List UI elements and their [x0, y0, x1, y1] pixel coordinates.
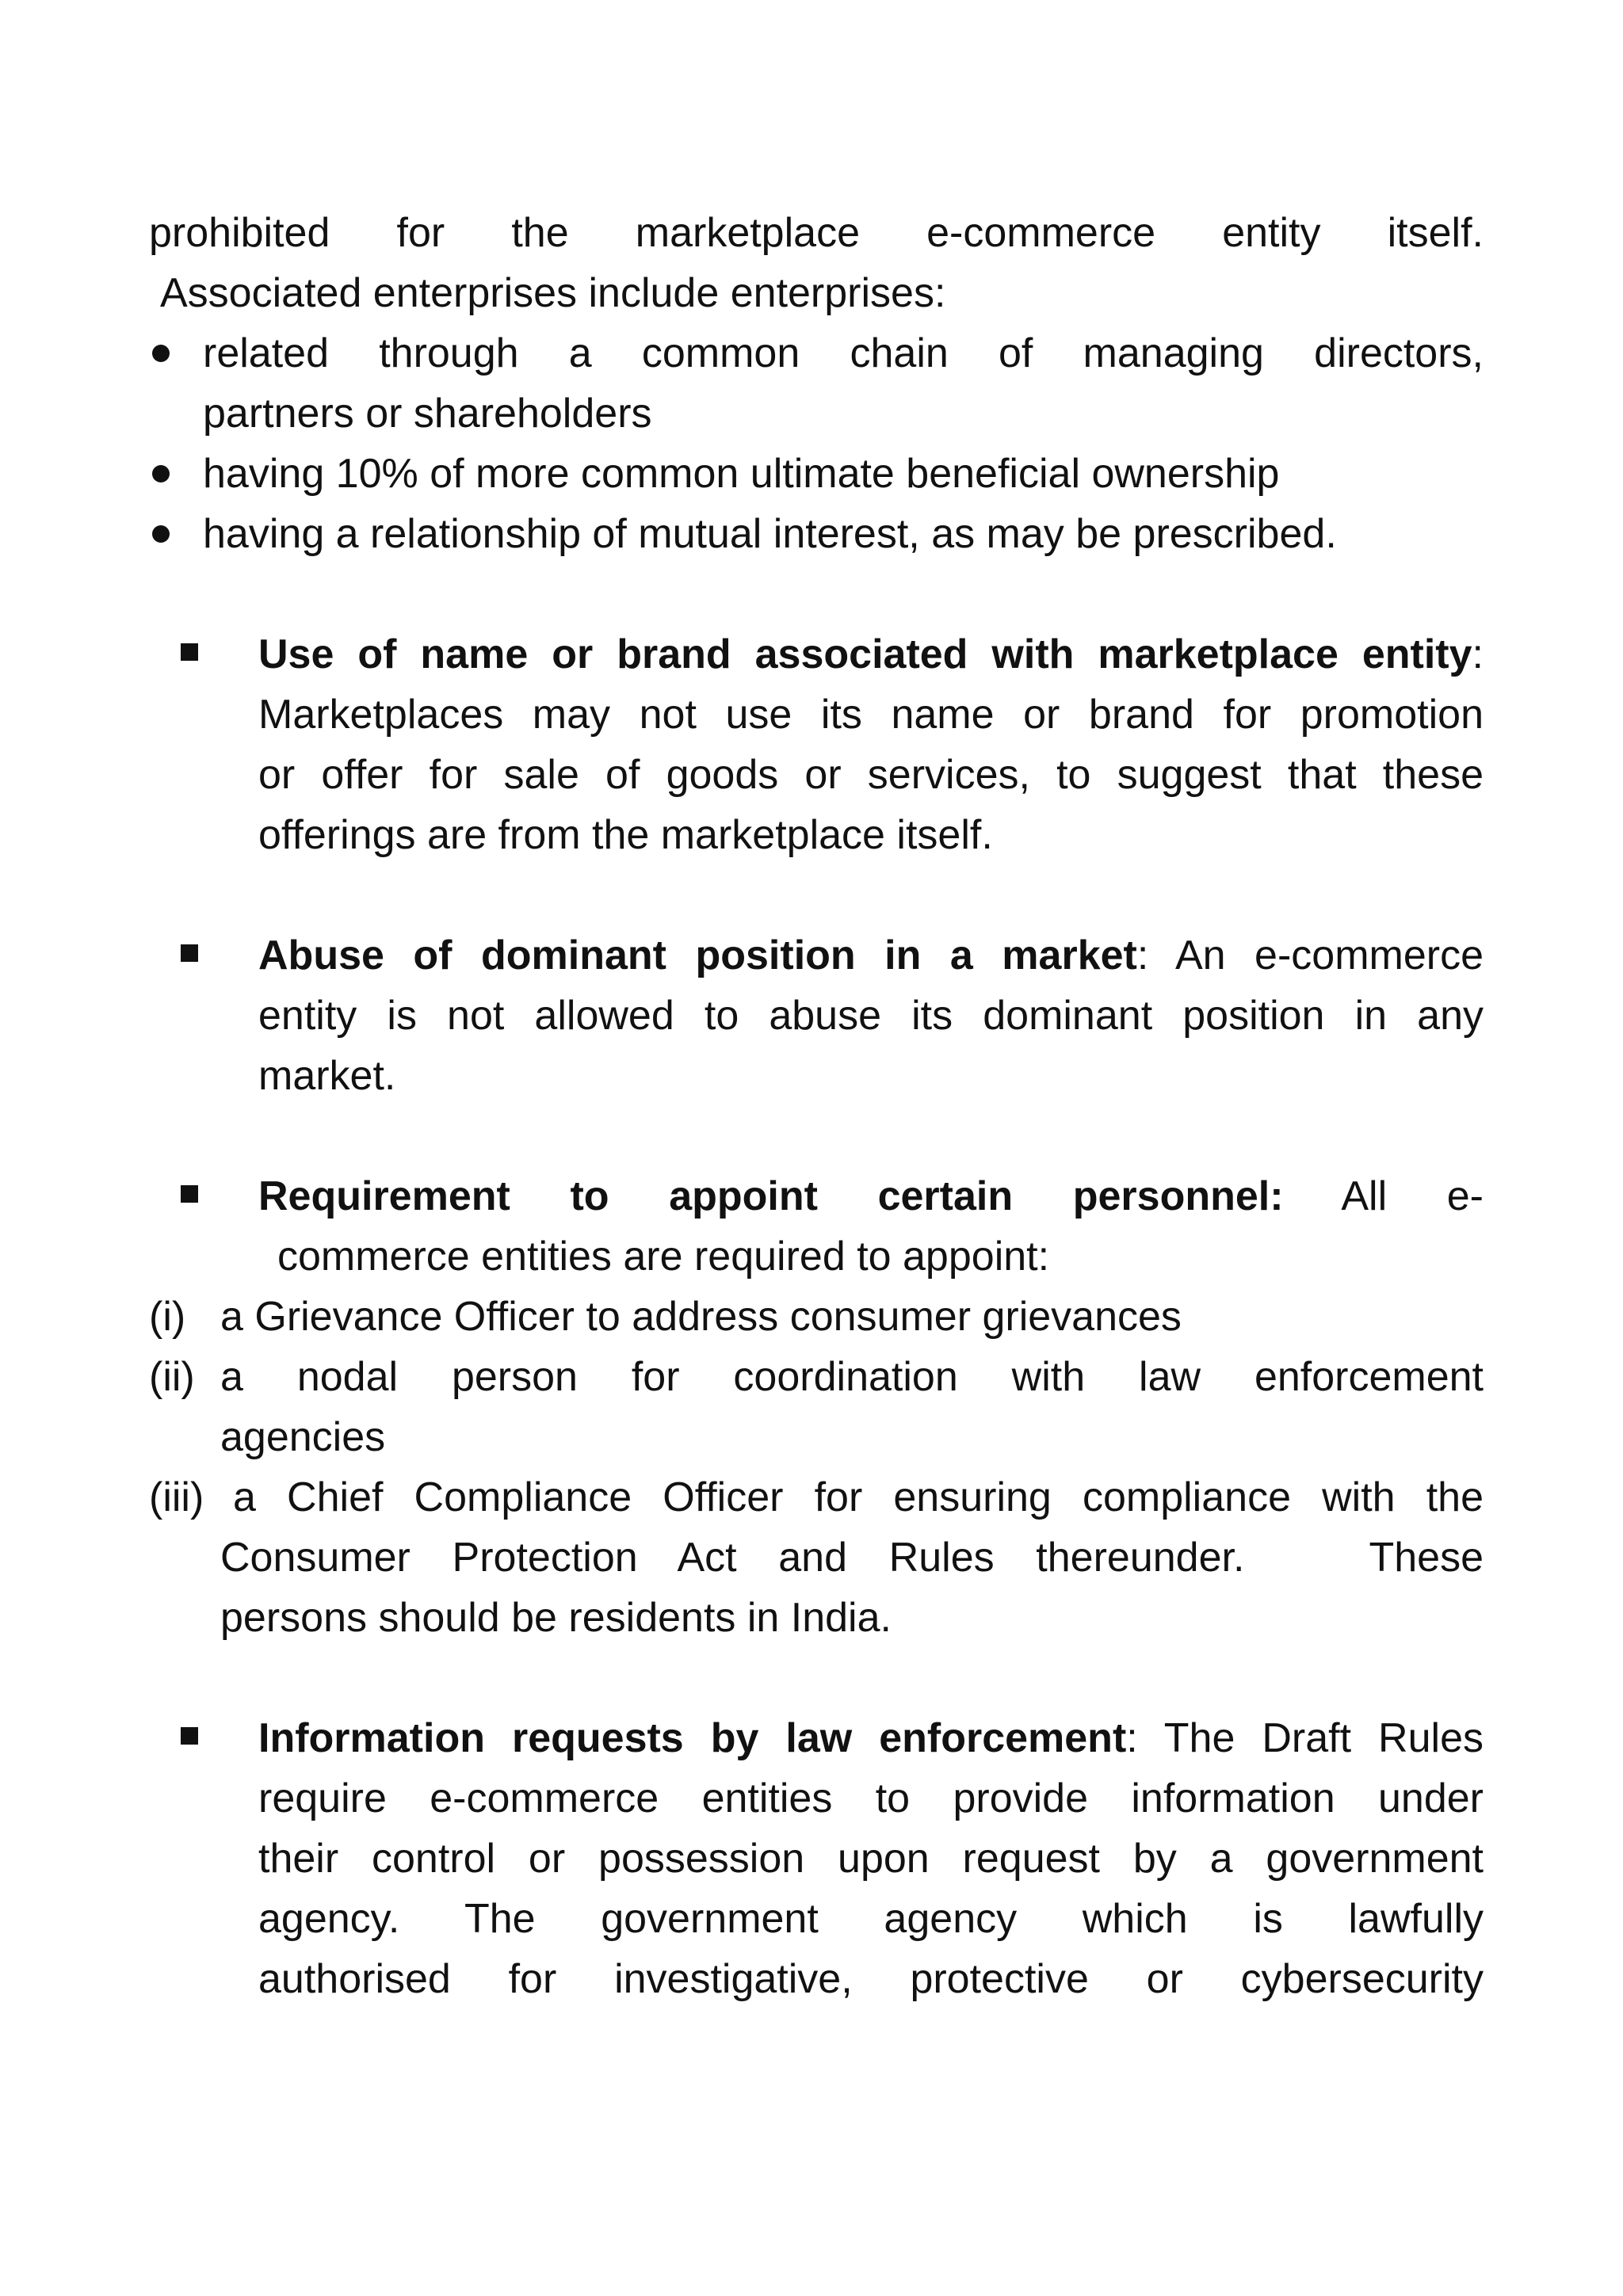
section-line: require e-commerce entities to provide information under: [258, 1775, 1484, 1821]
section-heading: Use of name or brand associated with marketplace entity: [258, 631, 1472, 677]
section-brand-use: [149, 624, 1484, 865]
section-line: commerce entities are required to appoint:: [277, 1234, 1050, 1280]
list-item-line: persons should be residents in India.: [220, 1595, 892, 1641]
square-bullet-icon: [181, 944, 198, 962]
section-first-line: [258, 925, 1484, 986]
list-item-line: Consumer Protection Act and Rules thereunder. These: [220, 1535, 1484, 1581]
section-line: market.: [258, 1053, 396, 1099]
list-item-line: related through a common chain of managing directors,: [203, 330, 1484, 376]
list-item: [149, 323, 1484, 444]
section-heading-tail: All e-: [1341, 1173, 1484, 1219]
list-item-number: (iii): [149, 1474, 204, 1520]
list-item-line: having a relationship of mutual interest, as may be prescribed.: [203, 511, 1337, 557]
square-bullet-icon: [181, 1727, 198, 1745]
list-item: [149, 1287, 1484, 1347]
section-line: or offer for sale of goods or services, to suggest that these: [258, 752, 1484, 798]
list-item: [149, 444, 1484, 504]
list-item-line: partners or shareholders: [203, 391, 652, 437]
list-item-line: a Grievance Officer to address consumer grievances: [220, 1294, 1182, 1340]
section-heading: Abuse of dominant position in a market: [258, 933, 1137, 978]
section-first-line: [258, 624, 1484, 685]
list-item: [149, 504, 1484, 564]
section-first-line: [258, 1708, 1484, 1768]
section-line: offerings are from the marketplace itself.: [258, 812, 993, 858]
square-bullet-icon: [181, 643, 198, 661]
list-item: [149, 1347, 1484, 1467]
list-item-line: a nodal person for coordination with law enforcement: [220, 1354, 1484, 1400]
square-bullet-icon: [181, 1185, 198, 1203]
section-line: entity is not allowed to abuse its dominant position in any: [258, 993, 1484, 1039]
intro-line-1: prohibited for the marketplace e-commerce entity itself.: [149, 210, 1484, 256]
list-item-line: a Chief Compliance Officer for ensuring compliance with the: [233, 1474, 1484, 1520]
section-first-line: [258, 1166, 1484, 1226]
bullet-dot-icon: [152, 345, 170, 362]
section-line: authorised for investigative, protective or cybersecurity: [258, 1956, 1484, 2002]
list-item-line: agencies: [220, 1414, 386, 1460]
list-item-number: (i): [149, 1294, 186, 1340]
section-heading-tail: : The Draft Rules: [1126, 1715, 1484, 1761]
intro-line-2: Associated enterprises include enterprises:: [160, 270, 946, 316]
personnel-list: [149, 1287, 1484, 1648]
list-item-line: having 10% of more common ultimate beneficial ownership: [203, 451, 1280, 497]
section-line: agency. The government agency which is lawfully: [258, 1896, 1484, 1942]
bullet-dot-icon: [152, 465, 170, 482]
list-item-number: (ii): [149, 1354, 195, 1400]
section-heading-tail: :: [1472, 631, 1484, 677]
list-item: [149, 1467, 1484, 1648]
document-body: [149, 203, 1484, 2009]
section-line: their control or possession upon request by a government: [258, 1836, 1484, 1882]
section-heading: Information requests by law enforcement: [258, 1715, 1127, 1761]
associated-enterprises-list: [149, 323, 1484, 564]
bullet-dot-icon: [152, 525, 170, 543]
section-heading-tail: : An e-commerce: [1136, 933, 1484, 978]
section-appoint-personnel: [149, 1166, 1484, 1287]
section-heading: Requirement to appoint certain personnel:: [258, 1173, 1284, 1219]
section-line: Marketplaces may not use its name or brand for promotion: [258, 692, 1484, 738]
section-dominant-position: [149, 925, 1484, 1106]
section-information-requests: [149, 1708, 1484, 2009]
